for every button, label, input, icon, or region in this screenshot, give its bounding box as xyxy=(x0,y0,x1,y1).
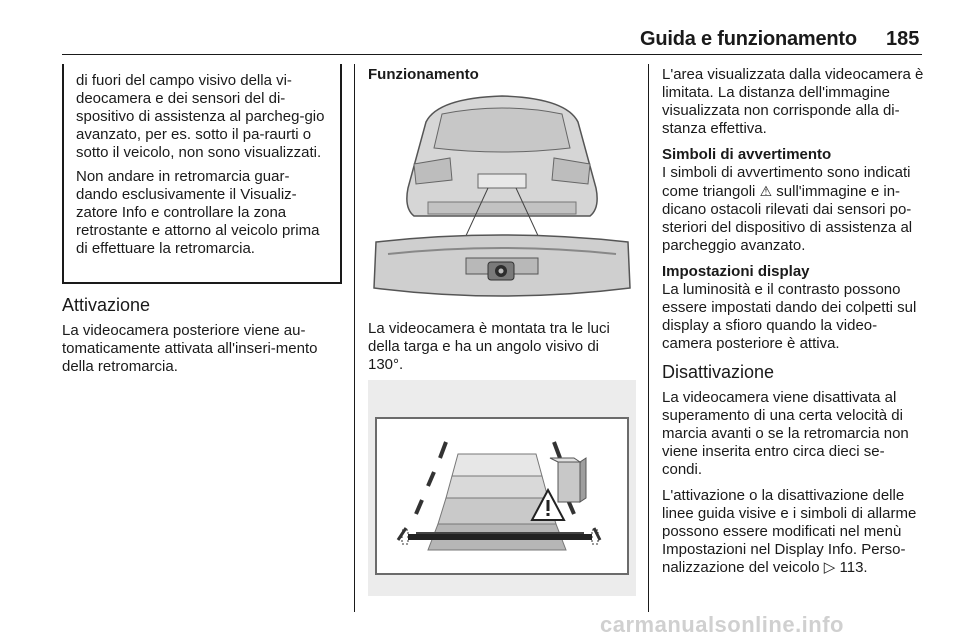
header-rule xyxy=(62,54,922,55)
funzionamento-heading-wrap xyxy=(368,66,636,84)
funzionamento-caption: La videocamera è montata tra le luci della targa e ha un angolo visivo di 130°. xyxy=(368,320,610,373)
col3-content xyxy=(662,66,924,585)
warning-box xyxy=(62,64,342,284)
warning-paragraph-2: Non andare in retromarcia guar-dando esclusivamente il Visualiz-zatore Info e controllare la zona retrostante e attorno al veicolo prima di effettuare la retromarcia. xyxy=(76,168,320,257)
simboli-heading: Simboli di avvertimento xyxy=(662,146,832,163)
camera-display-illustration xyxy=(368,380,636,596)
impostazioni-heading: Impostazioni display xyxy=(662,263,810,280)
disattivazione-heading: Disattivazione xyxy=(662,362,775,382)
simboli-body-a: I simboli di avvertimento sono indicati come triangoli xyxy=(662,164,911,200)
warning-paragraph-1: di fuori del campo visivo della vi-deocamera e dei sensori del di-spositivo di assistenza al parcheg-gio avanzato, per es. sotto il pa-raurti o sotto il veicolo, non sono visualizzati. xyxy=(76,72,325,161)
column-divider-1 xyxy=(354,64,355,612)
funzionamento-heading: Funzionamento xyxy=(368,66,479,83)
simboli-body-b: sull'immagine e in-dicano ostacoli rilevati dai sensori po-steriori del dispositivo di assistenza al parcheggio avanzato. xyxy=(662,183,913,254)
simboli-body xyxy=(662,164,924,255)
page-number: 185 xyxy=(886,28,920,50)
attivazione-body: La videocamera posteriore viene au-tomaticamente attivata all'inseri-mento della retromarcia. xyxy=(62,322,318,375)
disattivazione-paragraph-2 xyxy=(662,487,924,577)
col3-intro: L'area visualizzata dalla videocamera è limitata. La distanza dell'immagine visualizzata non corrisponde alla di-stanza effettiva. xyxy=(662,66,924,137)
watermark: carmanualsonline.info xyxy=(600,612,844,637)
warning-triangle-inline-icon: ⚠ xyxy=(759,183,773,199)
car-rear-camera-illustration xyxy=(368,92,636,312)
impostazioni-body: La luminosità e il contrasto possono essere impostati dando dei colpetti sul display a sfioro quando la video-camera posteriore è attiva. xyxy=(662,281,917,352)
attivazione-heading: Attivazione xyxy=(62,295,151,315)
page-header-title: Guida e funzionamento xyxy=(640,28,857,50)
page-reference-link[interactable]: 113. xyxy=(839,559,868,576)
attivazione-section xyxy=(62,294,342,384)
disattivazione-paragraph-1: La videocamera viene disattivata al superamento di una certa velocità di marcia avanti o se la retromarcia non viene inserita entro circa dieci se-condi. xyxy=(662,389,909,478)
page-reference-arrow-icon: ▷ xyxy=(823,559,836,576)
disattivazione-paragraph-2-text: L'attivazione o la disattivazione delle linee guida visive e i simboli di allarme possono essere modificati nel menù Impostazioni nel Display Info. Perso-nalizzazione del veicolo xyxy=(662,487,917,576)
funzionamento-caption-wrap xyxy=(368,320,638,382)
column-divider-2 xyxy=(648,64,649,612)
